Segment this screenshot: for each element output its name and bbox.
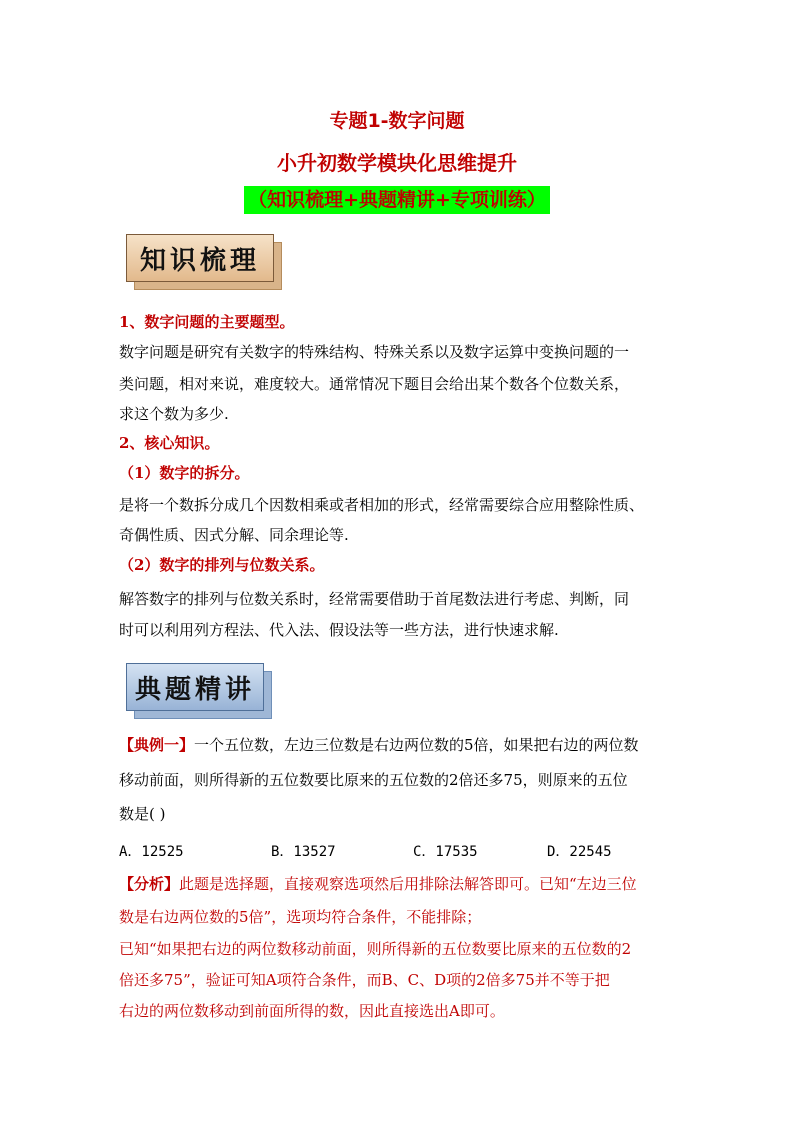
tagline-wrap (0, 186, 794, 214)
document-tagline: （知识梳理+典题精讲+专项训练） (244, 186, 550, 214)
section-heading-2: 2、核心知识。 (119, 434, 220, 452)
example-line-2: 移动前面，则所得新的五位数要比原来的五位数的2倍还多75，则原来的五位 (119, 771, 628, 789)
section-badge-knowledge (126, 234, 274, 282)
badge-label: 知识梳理 (126, 234, 274, 282)
analysis-line-5: 右边的两位数移动到前面所得的数，因此直接选出A即可。 (119, 1002, 505, 1020)
option-b: B．13527 (271, 844, 336, 860)
document-subtitle: 小升初数学模块化思维提升 (277, 151, 517, 175)
paragraph-line: 求这个数为多少. (119, 405, 229, 423)
analysis-line-2: 数是右边两位数的5倍”，选项均符合条件，不能排除； (119, 908, 482, 926)
analysis-line-3: 已知“如果把右边的两位数移动前面，则所得新的五位数要比原来的五位数的2 (119, 940, 632, 958)
example-tag: 【典例一】 (119, 736, 195, 754)
document-title: 专题1-数字问题 (329, 110, 465, 132)
badge-label: 典题精讲 (126, 663, 264, 711)
option-d: D．22545 (547, 844, 612, 860)
section-badge-examples (126, 663, 264, 711)
section-heading-1: 1、数字问题的主要题型。 (119, 313, 295, 331)
subheading-split: （1）数字的拆分。 (119, 464, 250, 482)
example-text: 一个五位数，左边三位数是右边两位数的5倍，如果把右边的两位数 (194, 736, 639, 754)
analysis-tag: 【分析】 (119, 875, 180, 893)
example-line-3: 数是( ) (119, 805, 166, 823)
paragraph-line: 是将一个数拆分成几个因数相乘或者相加的形式，经常需要综合应用整除性质、 (119, 496, 645, 514)
option-c: C．17535 (413, 844, 478, 860)
example-line-1 (119, 735, 639, 755)
paragraph-line: 数字问题是研究有关数字的特殊结构、特殊关系以及数字运算中变换问题的一 (119, 343, 630, 361)
subheading-arrangement: （2）数字的排列与位数关系。 (119, 556, 325, 574)
analysis-line-4: 倍还多75”，验证可知A项符合条件，而B、C、D项的2倍多75并不等于把 (119, 971, 610, 989)
paragraph-line: 奇偶性质、因式分解、同余理论等. (119, 526, 349, 544)
paragraph-line: 时可以利用列方程法、代入法、假设法等一些方法，进行快速求解. (119, 621, 559, 639)
analysis-text: 此题是选择题，直接观察选项然后用排除法解答即可。已知“左边三位 (179, 875, 637, 893)
paragraph-line: 解答数字的排列与位数关系时，经常需要借助于首尾数法进行考虑、判断，同 (119, 590, 630, 608)
analysis-line-1 (119, 874, 637, 894)
option-a: A．12525 (119, 844, 184, 860)
paragraph-line: 类问题，相对来说，难度较大。通常情况下题目会给出某个数各个位数关系， (119, 375, 630, 393)
